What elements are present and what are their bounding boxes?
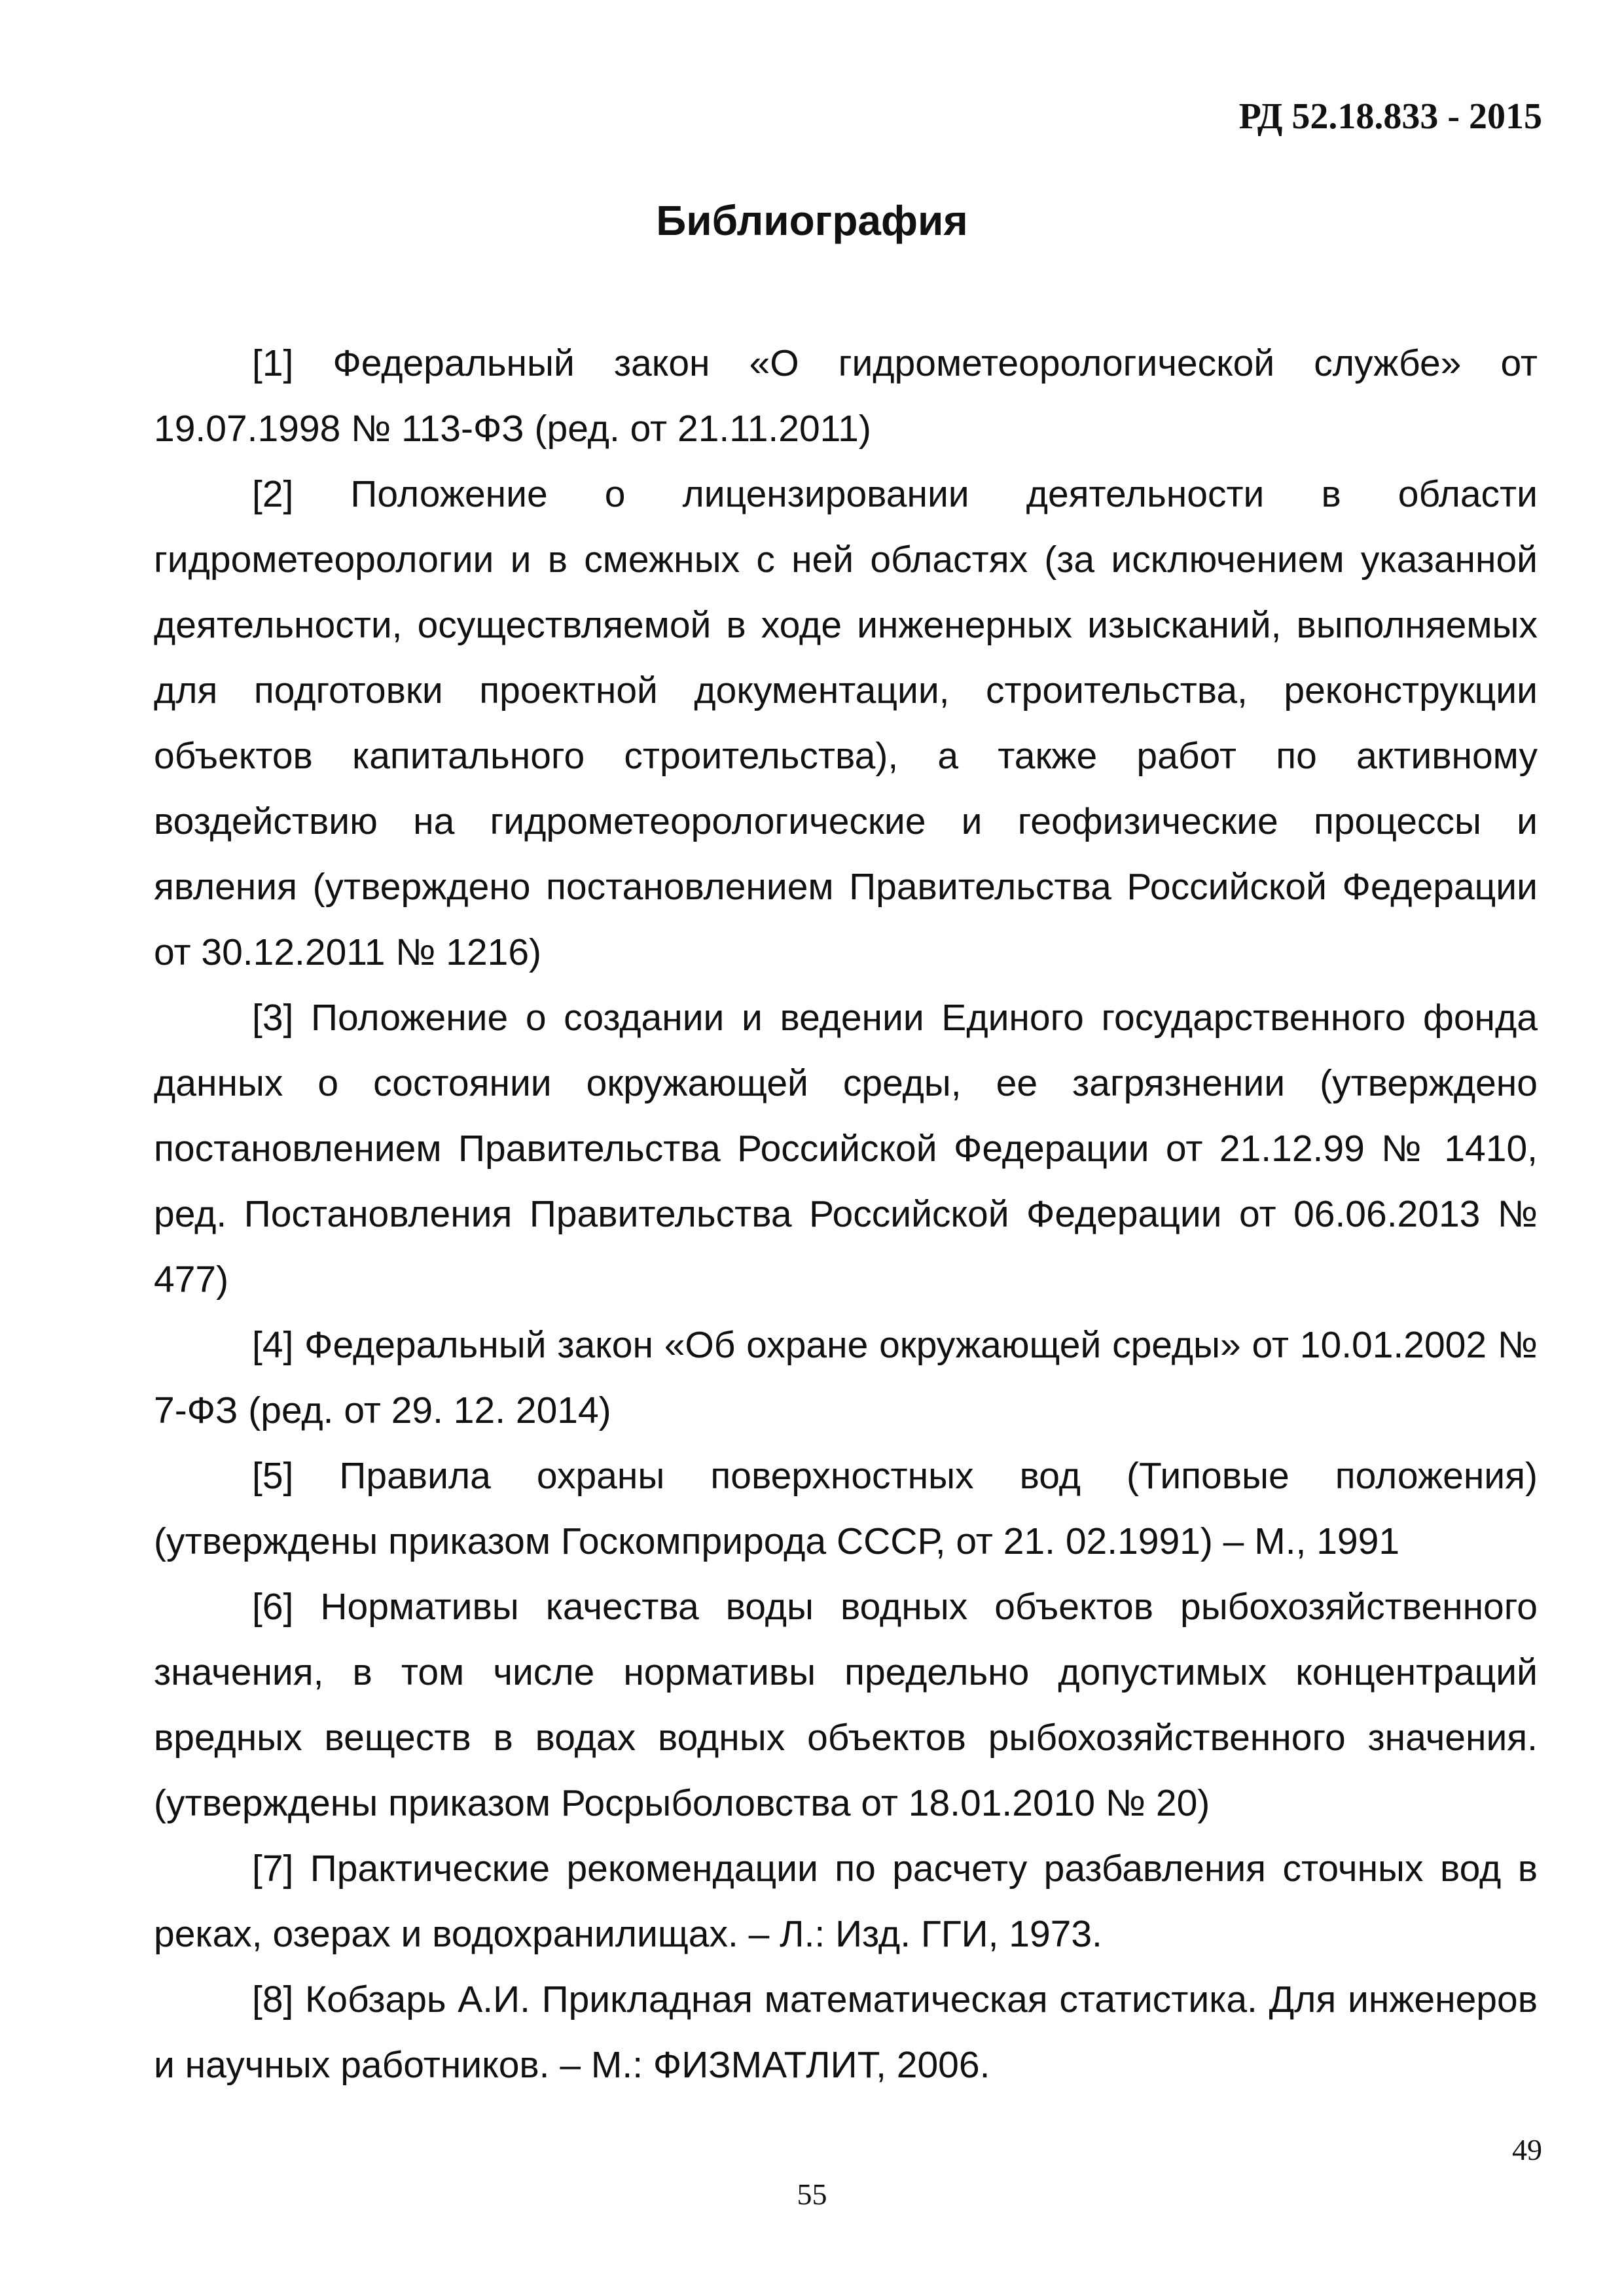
reference-list xyxy=(154,331,1538,2098)
reference-item-3: [3] Положение о создании и ведении Единого государственного фонда данных о состоянии окружающей среды, ее загрязнении (утверждено постановлением Правительства Российской Федерации от 21.12.99 № 1410, ред. Постановления Правительства Российской Федерации от 06.06.2013 № 477) xyxy=(154,997,1538,1300)
reference-item-5: [5] Правила охраны поверхностных вод (Типовые положения) (утверждены приказом Госкомприрода СССР, от 21. 02.1991) – М., 1991 xyxy=(154,1455,1538,1562)
document-code: РД 52.18.833 - 2015 xyxy=(1238,96,1542,137)
reference-item-7: [7] Практические рекомендации по расчету разбавления сточных вод в реках, озерах и водохранилищах. – Л.: Изд. ГГИ, 1973. xyxy=(154,1848,1538,1955)
reference-item-4: [4] Федеральный закон «Об охране окружающей среды» от 10.01.2002 № 7-ФЗ (ред. от 29. 12. 2014) xyxy=(154,1324,1538,1431)
file-page-number: 55 xyxy=(797,2178,827,2211)
reference-item-2: [2] Положение о лицензировании деятельности в области гидрометеорологии и в смежных с ней областях (за исключением указанной деятельности, осуществляемой в ходе инженерных изысканий, выполняемых для подготовки проектной документации, строительства, реконструкции объектов капитального строительства), а также работ по активному воздействию на гидрометеорологические и геофизические процессы и явления (утверждено постановлением Правительства Российской Федерации от 30.12.2011 № 1216) xyxy=(154,473,1538,973)
reference-item-6: [6] Нормативы качества воды водных объектов рыбохозяйственного значения, в том числе нормативы предельно допустимых концентраций вредных веществ в водах водных объектов рыбохозяйственного значения. (утверждены приказом Росрыболовства от 18.01.2010 № 20) xyxy=(154,1586,1538,1824)
reference-item-8: [8] Кобзарь А.И. Прикладная математическая статистика. Для инженеров и научных работников. – М.: ФИЗМАТЛИТ, 2006. xyxy=(154,1979,1538,2086)
reference-item-1: [1] Федеральный закон «О гидрометеорологической службе» от 19.07.1998 № 113-ФЗ (ред. от 21.11.2011) xyxy=(154,342,1538,450)
page-title: Библиография xyxy=(656,197,968,244)
document-page-number: 49 xyxy=(1512,2133,1542,2166)
